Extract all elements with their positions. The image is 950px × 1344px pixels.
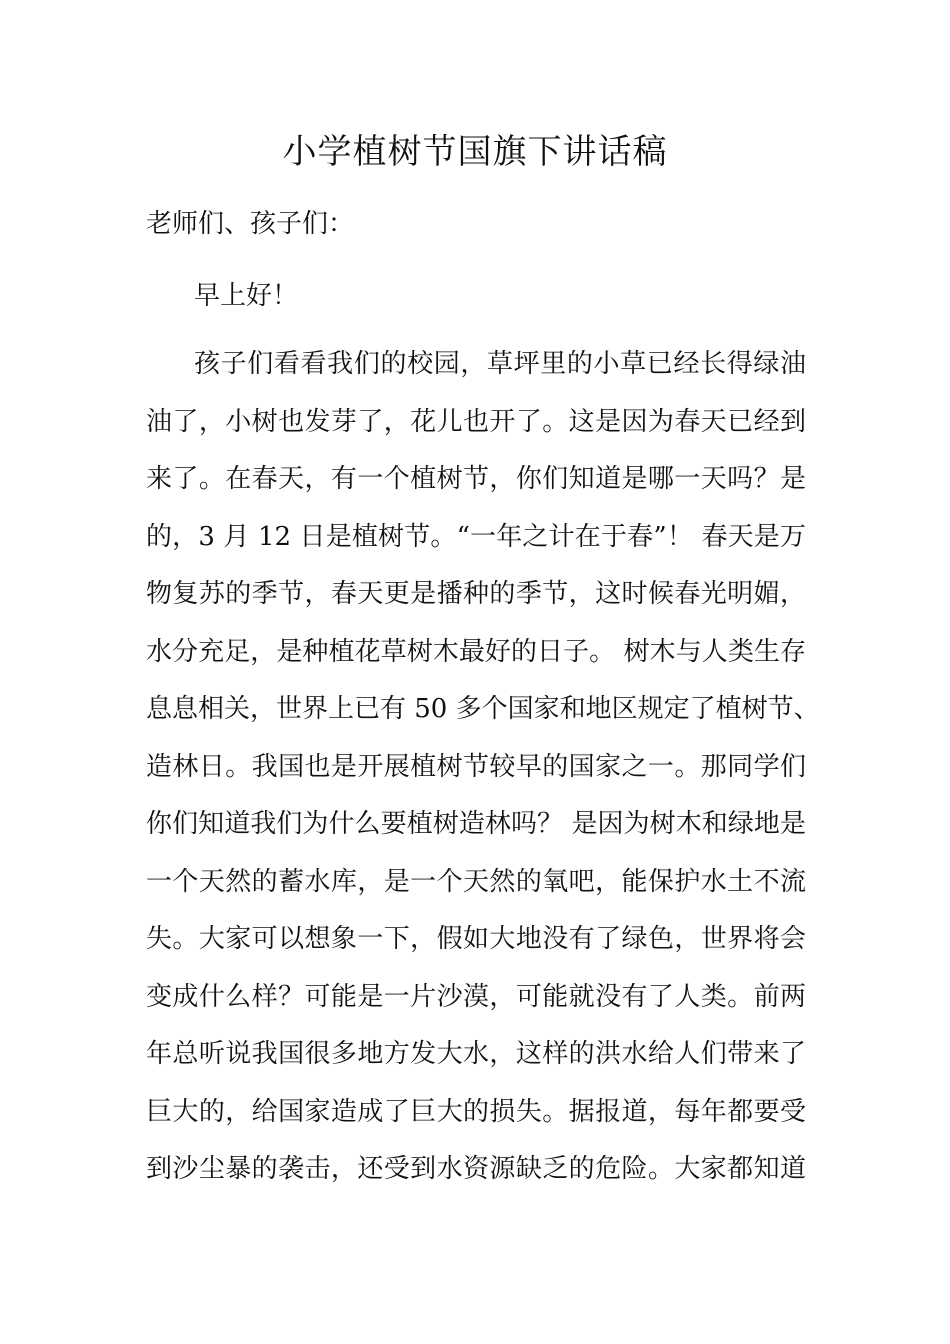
body-line: 巨大的，给国家造成了巨大的损失。据报道，每年都要受 [146,1096,806,1127]
body-line: 造林日。我国也是开展植树节较早的国家之一。那同学们 [146,751,806,782]
body-line: 变成什么样？可能是一片沙漠，可能就没有了人类。前两 [146,981,806,1012]
body-line: 孩子们看看我们的校园，草坪里的小草已经长得绿油 [194,349,806,379]
body-line: 息息相关，世界上已有 50 多个国家和地区规定了植树节、 [146,694,820,724]
body-line: 水分充足，是种植花草树木最好的日子。 树木与人类生存 [146,636,806,667]
body-line: 到沙尘暴的袭击，还受到水资源缺乏的危险。大家都知道 [146,1154,806,1184]
body-line: 一个天然的蓄水库，是一个天然的氧吧，能保护水土不流 [146,866,806,897]
body-line: 来了。在春天，有一个植树节，你们知道是哪一天吗？是 [146,464,806,494]
body-line: 物复苏的季节，春天更是播种的季节，这时候春光明媚， [146,579,806,609]
body-line: 年总听说我国很多地方发大水，这样的洪水给人们带来了 [146,1039,806,1069]
body-line: 的，3 月 12 日是植树节。“一年之计在于春”！ 春天是万 [146,521,806,552]
greeting: 早上好！ [194,281,299,311]
salutation: 老师们、孩子们： [146,209,355,239]
body-line: 油了，小树也发芽了，花儿也开了。这是因为春天已经到 [146,406,806,437]
body-paragraph [146,340,820,1203]
body-line: 失。大家可以想象一下，假如大地没有了绿色，世界将会 [146,924,806,954]
body-line: 你们知道我们为什么要植树造林吗？ 是因为树木和绿地是 [146,809,806,839]
document-title: 小学植树节国旗下讲话稿 [282,132,668,172]
